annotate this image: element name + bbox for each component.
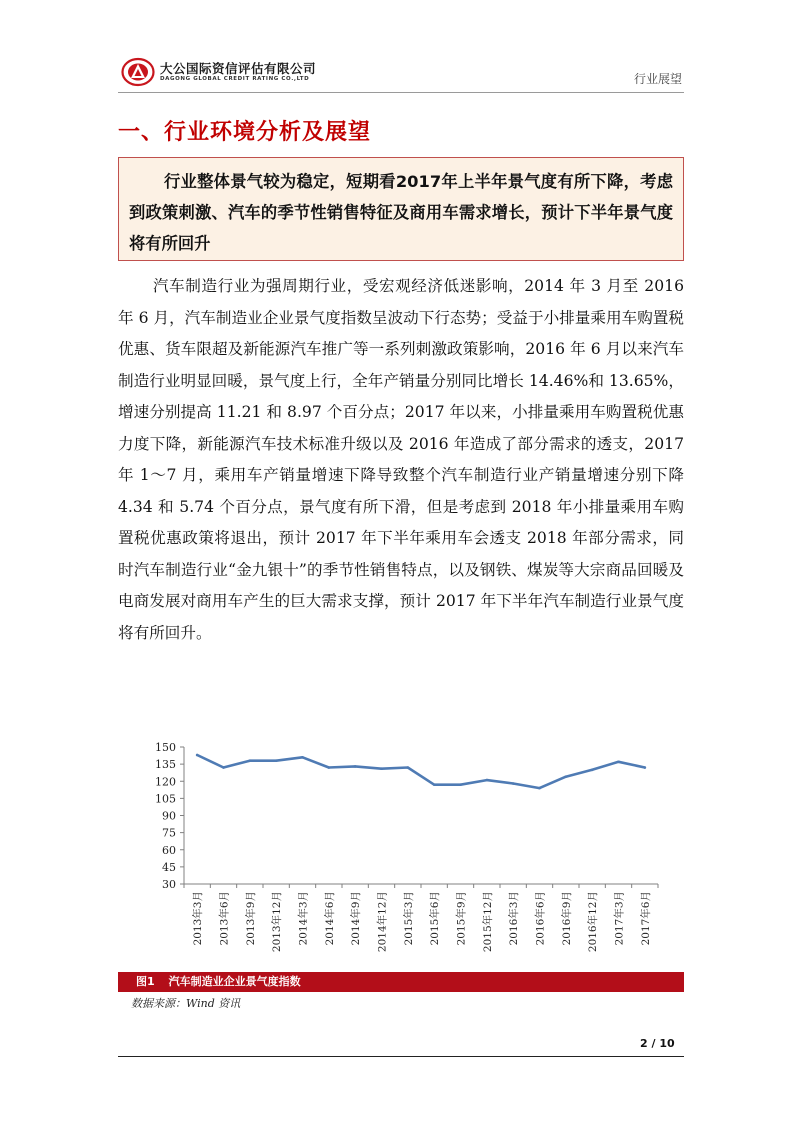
company-name-en: DAGONG GLOBAL CREDIT RATING CO.,LTD xyxy=(160,76,310,82)
data-point xyxy=(354,765,357,768)
x-tick-label: 2017年6月 xyxy=(639,891,652,946)
x-tick-label: 2016年12月 xyxy=(587,891,600,953)
figure-caption-text: 汽车制造业企业景气度指数 xyxy=(168,975,301,988)
data-point xyxy=(196,754,199,757)
x-tick-label: 2014年6月 xyxy=(323,891,336,946)
data-point xyxy=(328,766,331,769)
page-number: 2 / 10 xyxy=(640,1037,675,1050)
y-tick-label: 105 xyxy=(155,792,176,806)
x-tick-label: 2016年3月 xyxy=(508,891,521,946)
y-tick-label: 90 xyxy=(162,809,176,823)
x-tick-label: 2013年3月 xyxy=(192,891,205,946)
data-point xyxy=(538,787,541,790)
data-point xyxy=(249,759,252,762)
data-point xyxy=(459,783,462,786)
chart-y-ticks xyxy=(155,741,184,891)
x-tick-label: 2016年6月 xyxy=(534,891,547,946)
figure-caption xyxy=(118,972,684,992)
chart-series xyxy=(196,754,646,790)
x-tick-label: 2015年6月 xyxy=(429,891,442,946)
data-point xyxy=(407,766,410,769)
data-point xyxy=(433,783,436,786)
figure-number: 图1 xyxy=(136,975,155,988)
chart-axes xyxy=(184,747,658,884)
dagong-logo-icon xyxy=(121,57,155,87)
y-tick-label: 120 xyxy=(155,775,176,789)
data-point xyxy=(512,782,515,785)
body-paragraph: 汽车制造行业为强周期行业，受宏观经济低迷影响，2014 年 3 月至 2016 年 6 月，汽车制造业企业景气度指数呈波动下行态势；受益于小排量乘用车购置税优惠、货车限超及新能源汽车推广等一系列刺激政策影响，2016 年 6 月以来汽车制造行业明显回暖，景气度上行，全年产销量分别同比增长 14.46%和 13.65%，增速分别提高 11.21 和 8.97 个百分点；2017 年以来，小排量乘用车购置税优惠力度下降，新能源汽车技术标准升级以及 2016 年造成了部分需求的透支，2017 年 1～7 月，乘用车产销量增速下降导致整个汽车制造行业产销量增速分别下降 4.34 和 5.74 个百分点，景气度有所下滑，但是考虑到 2018 年小排量乘用车购置税优惠政策将退出，预计 2017 年下半年乘用车会透支 2018 年部分需求，同时汽车制造行业“金九银十”的季节性销售特点，以及钢铁、煤炭等大宗商品回暖及电商发展对商用车产生的巨大需求支撑，预计 2017 年下半年汽车制造行业景气度将有所回升。 xyxy=(118,277,684,642)
data-point xyxy=(222,766,225,769)
header-section-label: 行业展望 xyxy=(633,72,682,86)
summary-box: 行业整体景气较为稳定，短期看2017年上半年景气度有所下降，考虑到政策刺激、汽车的季节性销售特征及商用车需求增长，预计下半年景气度将有所回升 xyxy=(118,157,684,261)
section-title: 一、行业环境分析及展望 xyxy=(118,120,372,145)
data-point xyxy=(617,761,620,764)
x-tick-label: 2014年12月 xyxy=(376,891,389,953)
page-header xyxy=(118,52,684,93)
y-tick-label: 30 xyxy=(162,878,176,891)
data-point xyxy=(275,759,278,762)
x-tick-label: 2013年12月 xyxy=(271,891,284,953)
data-point xyxy=(565,775,568,778)
x-tick-label: 2013年9月 xyxy=(244,891,257,946)
y-tick-label: 45 xyxy=(162,860,176,874)
x-tick-label: 2016年9月 xyxy=(560,891,573,946)
x-tick-label: 2015年9月 xyxy=(455,891,468,946)
x-tick-label: 2015年12月 xyxy=(481,891,494,953)
company-name-cn: 大公国际资信评估有限公司 xyxy=(160,61,317,76)
x-tick-label: 2013年6月 xyxy=(218,891,231,946)
chart-x-ticks xyxy=(184,884,658,952)
y-tick-label: 75 xyxy=(162,826,176,840)
x-tick-label: 2014年3月 xyxy=(297,891,310,946)
figure-source: 数据来源：Wind 资讯 xyxy=(131,997,241,1010)
y-tick-label: 60 xyxy=(162,843,176,857)
data-point xyxy=(380,767,383,770)
y-tick-label: 135 xyxy=(155,758,176,772)
x-tick-label: 2014年9月 xyxy=(350,891,363,946)
data-point xyxy=(301,756,304,759)
industry-sentiment-chart xyxy=(118,733,684,970)
footer-rule xyxy=(118,1056,684,1057)
x-tick-label: 2017年3月 xyxy=(613,891,626,946)
data-point xyxy=(644,766,647,769)
data-point xyxy=(591,769,594,772)
x-tick-label: 2015年3月 xyxy=(402,891,415,946)
data-point xyxy=(486,779,489,782)
y-tick-label: 150 xyxy=(155,741,176,754)
sentiment-index-line xyxy=(197,755,645,788)
